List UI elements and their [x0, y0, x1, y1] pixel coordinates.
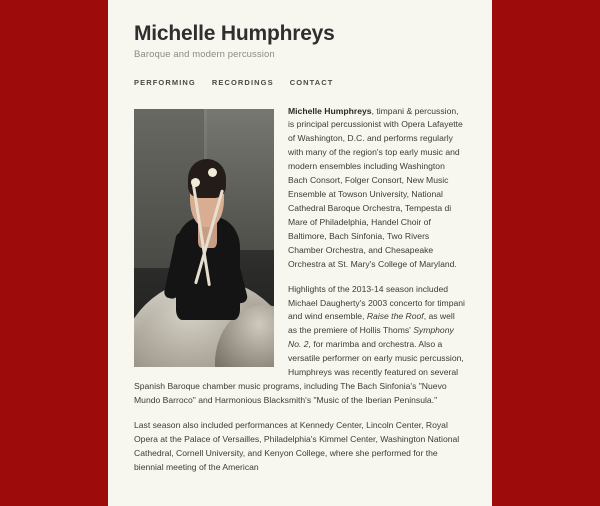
nav-item-recordings[interactable]	[212, 76, 274, 89]
bio-paragraph-1-text: , timpani & percussion, is principal percussionist with Opera Lafayette of Washington, D.C. and performs regularly with many of the region's top early music and modern ensembles including Washington Bach Consort, Folger Consort, New Music Ensemble at Towson University, National Cathedral Baroque Orchestra, Tempesta di Mare of Philadelphia, Handel Choir of Baltimore, Bach Sinfonia, Two Rivers Chamber Orchestra, and Chesapeake Orchestra at St. Mary's College of Maryland.	[288, 105, 463, 269]
site-title: Michelle Humphreys	[134, 22, 335, 45]
nav-item-contact[interactable]	[290, 76, 334, 89]
work-title-raise-the-roof: Raise the Roof	[366, 311, 424, 322]
mallet-head-right	[208, 168, 217, 177]
bio-lead-name: Michelle Humphreys	[288, 105, 372, 116]
nav-link-contact[interactable]: CONTACT	[289, 77, 334, 87]
content-sheet	[108, 0, 492, 506]
nav-link-performing[interactable]: PERFORMING	[134, 77, 196, 87]
site-tagline: Baroque and modern percussion	[134, 48, 275, 60]
primary-navigation[interactable]	[108, 76, 492, 89]
bio-paragraph-2-part-b: , as well as the premiere of Hollis Thoms'	[288, 311, 455, 336]
portrait-photo	[134, 109, 274, 367]
bio-paragraph-2-part-a: Highlights of the 2013-14 season included Michael Daugherty's 2003 concerto for timpani and wind ensemble,	[288, 283, 465, 322]
bio-paragraph-2-part-c: , for marimba and orchestra. Also a versatile performer on early music percussion, Humphreys was recently featured on several Spanish Baroque chamber music programs, including The Bach Sinfonia's "Nuevo Mundo Barroco" and Harmonious Blacksmith's "Music of the Iberian Peninsula."	[134, 339, 464, 405]
work-title-symphony-no-2: Symphony No. 2	[288, 325, 454, 350]
site-header	[108, 0, 492, 60]
nav-item-performing[interactable]	[134, 76, 196, 89]
nav-link-recordings[interactable]: RECORDINGS	[211, 77, 274, 87]
bio-paragraph-3: Last season also included performances at Kennedy Center, Lincoln Center, Royal Opera at the Palace of Versailles, Philadelphia's Kimmel Center, Washington National Cathedral, Cornell University, and Kenyon College, where she performed for the biennial meeting of the American	[134, 419, 460, 472]
main-content	[108, 105, 492, 506]
